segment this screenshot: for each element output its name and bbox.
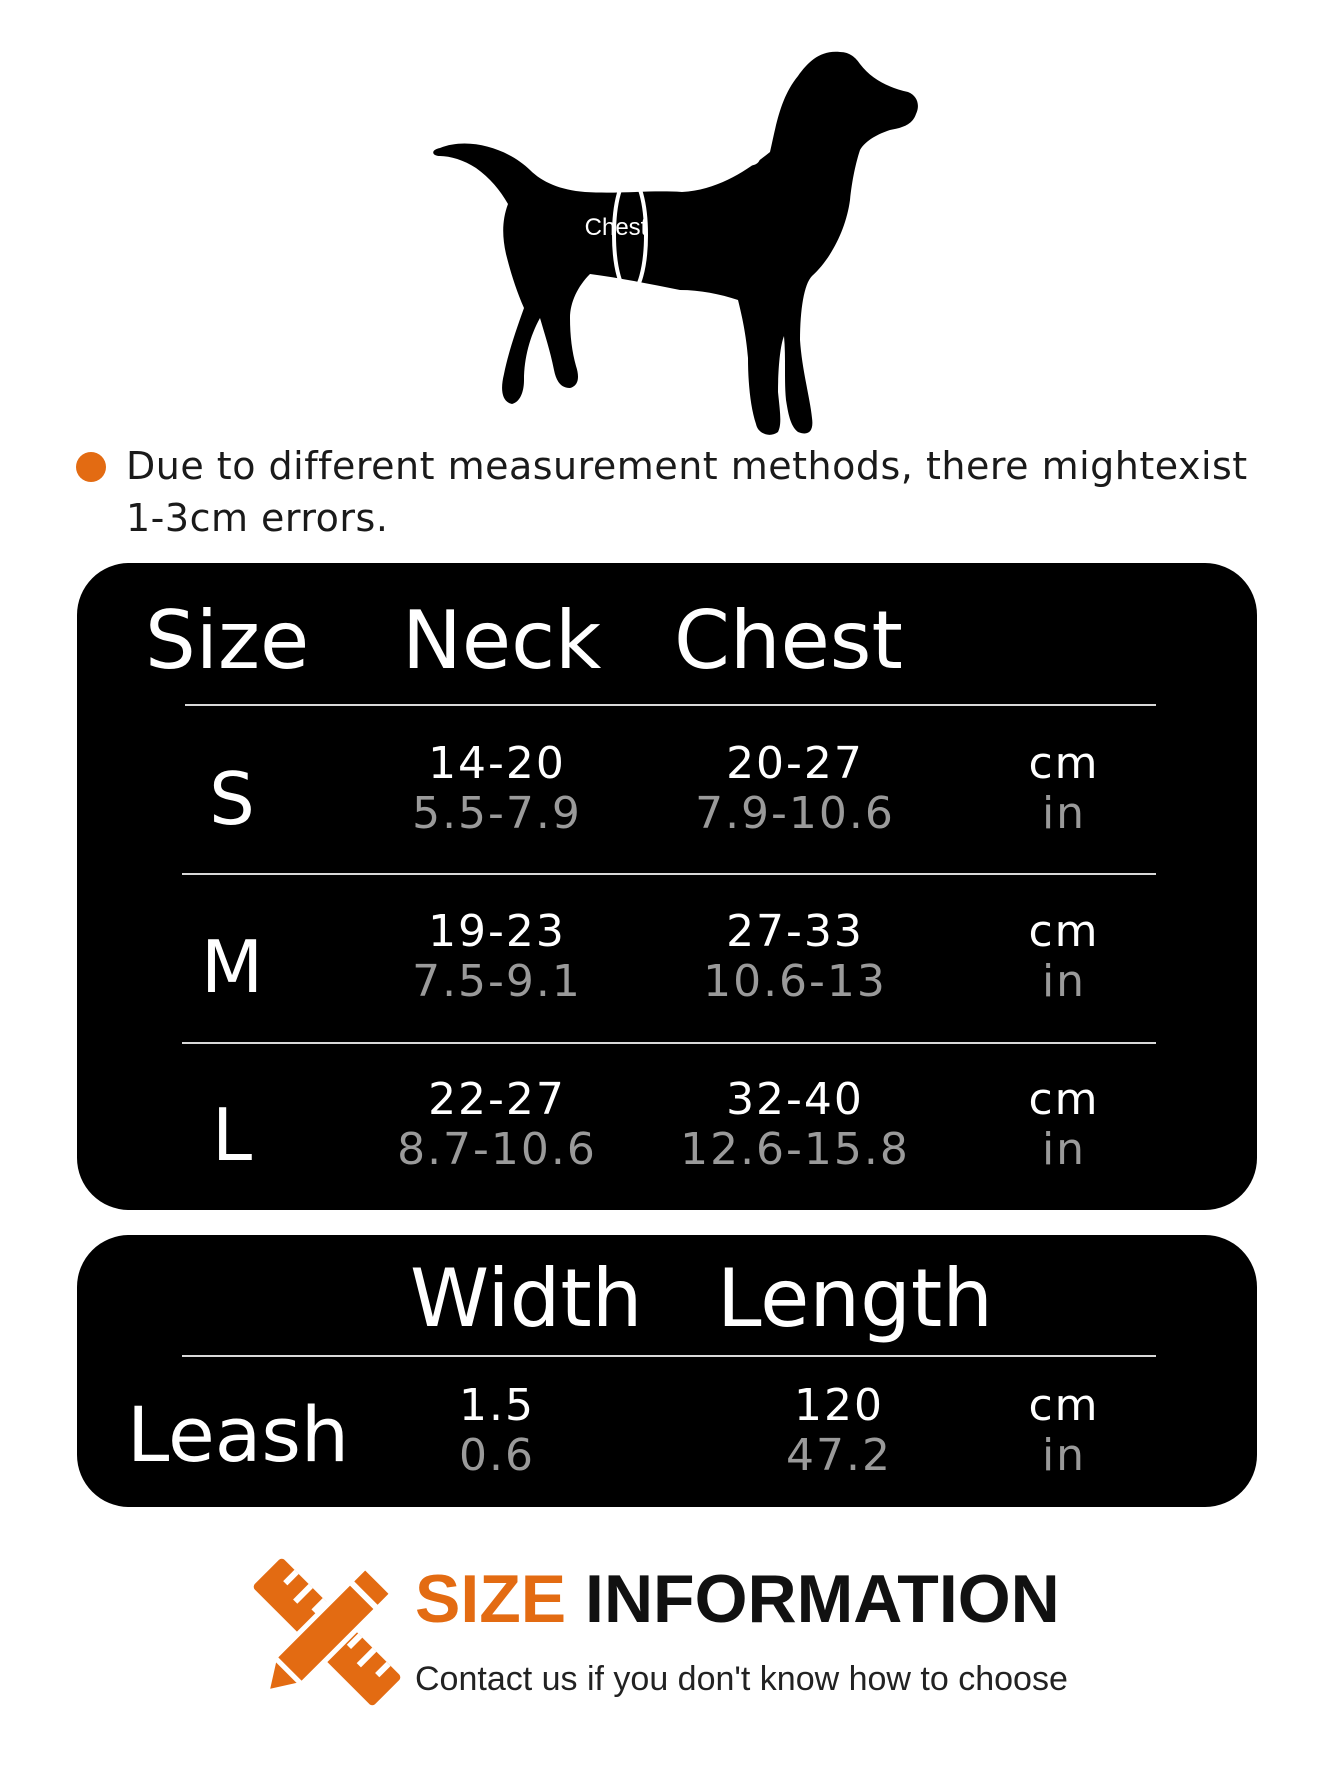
footer-title-rest: INFORMATION: [585, 1561, 1060, 1637]
footer-subtitle: Contact us if you don't know how to choose: [415, 1660, 1068, 1698]
chest-cm: 20-27: [726, 738, 864, 789]
footer-title-accent: SIZE: [415, 1561, 567, 1637]
unit-in: in: [1041, 1430, 1087, 1481]
divider: [182, 1355, 1156, 1357]
size-label: S: [209, 757, 255, 841]
length-cm: 120: [794, 1380, 884, 1431]
divider: [182, 873, 1156, 875]
unit-cm: cm: [1028, 906, 1100, 957]
unit-cm: cm: [1028, 738, 1100, 789]
neck-cm: 19-23: [428, 906, 566, 957]
unit-label: [994, 907, 1134, 1007]
unit-in: in: [1041, 956, 1087, 1007]
note-text: Due to different measurement methods, there mightexist 1-3cm errors.: [126, 444, 1248, 540]
unit-label: [994, 1075, 1134, 1175]
chest-cm: 32-40: [726, 1074, 864, 1125]
chest-value: [665, 907, 925, 1007]
bullet-dot-icon: [76, 452, 106, 482]
header-width: Width: [410, 1252, 643, 1345]
neck-in: 8.7-10.6: [397, 1124, 597, 1175]
size-chart-panel: [77, 563, 1257, 1210]
size-label: L: [211, 1093, 253, 1177]
size-label: M: [200, 925, 264, 1009]
length-in: 47.2: [786, 1430, 892, 1481]
chest-value: [665, 1075, 925, 1175]
unit-label: [994, 739, 1134, 839]
chest-cm: 27-33: [726, 906, 864, 957]
leash-chart-panel: [77, 1235, 1257, 1507]
leash-width-value: [367, 1381, 627, 1481]
dog-measurement-diagram: [420, 40, 940, 440]
chest-value: [665, 739, 925, 839]
width-cm: 1.5: [459, 1380, 535, 1431]
neck-value: [367, 1075, 627, 1175]
chest-in: 10.6-13: [703, 956, 887, 1007]
unit-in: in: [1041, 1124, 1087, 1175]
ruler-pencil-icon: [250, 1555, 405, 1710]
header-length: Length: [717, 1252, 993, 1345]
divider: [185, 704, 1156, 706]
footer-title: [415, 1561, 1060, 1637]
unit-cm: cm: [1028, 1380, 1100, 1431]
chest-label: Chest: [584, 214, 648, 241]
unit-cm: cm: [1028, 1074, 1100, 1125]
leash-length-value: [709, 1381, 969, 1481]
dog-silhouette: [433, 52, 918, 435]
neck-value: [367, 907, 627, 1007]
leash-label: Leash: [127, 1390, 350, 1479]
neck-cm: 14-20: [428, 738, 566, 789]
header-chest: Chest: [674, 594, 903, 687]
divider: [182, 1042, 1156, 1044]
neck-in: 5.5-7.9: [412, 788, 582, 839]
chest-in: 12.6-15.8: [680, 1124, 910, 1175]
width-in: 0.6: [459, 1430, 535, 1481]
neck-label: Neck: [685, 126, 740, 179]
unit-in: in: [1041, 788, 1087, 839]
neck-value: [367, 739, 627, 839]
header-size: Size: [145, 594, 310, 687]
unit-label: [994, 1381, 1134, 1481]
chest-in: 7.9-10.6: [695, 788, 895, 839]
header-neck: Neck: [402, 594, 602, 687]
neck-in: 7.5-9.1: [412, 956, 582, 1007]
neck-cm: 22-27: [428, 1074, 566, 1125]
